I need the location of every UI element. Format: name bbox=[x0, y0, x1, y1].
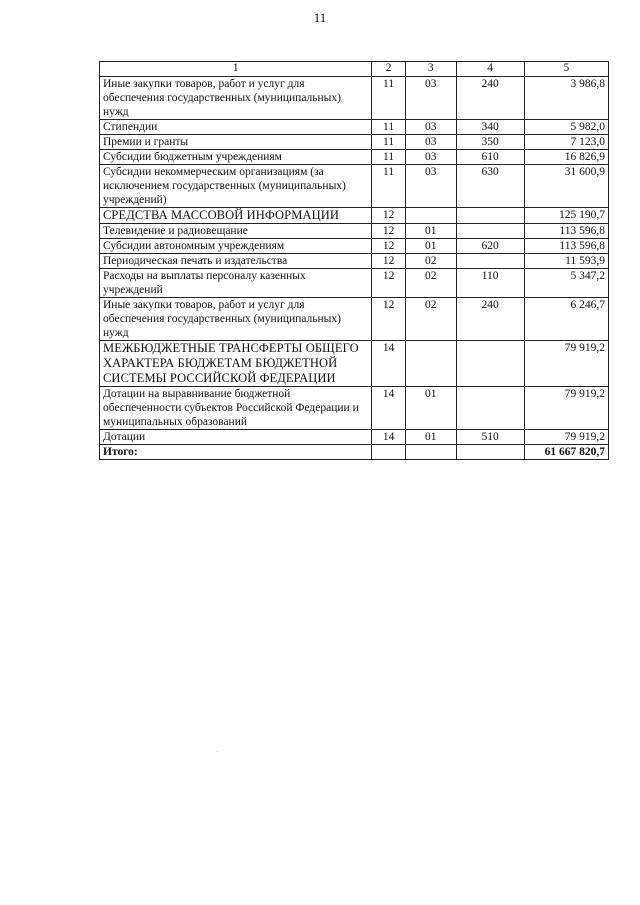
row-subsection-code: 03 bbox=[405, 77, 456, 120]
row-expense-type-code bbox=[456, 341, 524, 387]
table-row bbox=[100, 298, 609, 341]
total-subsection-cell bbox=[405, 445, 456, 460]
table-row bbox=[100, 239, 609, 254]
column-header-amount: 5 bbox=[524, 62, 608, 77]
row-section-code: 12 bbox=[372, 224, 406, 239]
row-name: СРЕДСТВА МАССОВОЙ ИНФОРМАЦИИ bbox=[100, 208, 372, 224]
row-expense-type-code: 620 bbox=[456, 239, 524, 254]
row-expense-type-code bbox=[456, 254, 524, 269]
row-section-code: 12 bbox=[372, 208, 406, 224]
row-name: Телевидение и радиовещание bbox=[100, 224, 372, 239]
row-section-code: 11 bbox=[372, 150, 406, 165]
column-header-subsection: 3 bbox=[405, 62, 456, 77]
row-amount: 5 347,2 bbox=[524, 269, 608, 298]
total-row bbox=[100, 445, 609, 460]
row-expense-type-code: 110 bbox=[456, 269, 524, 298]
table-body bbox=[100, 77, 609, 445]
row-name: Иные закупки товаров, работ и услуг для обеспечения государственных (муниципальных) нужд bbox=[100, 77, 372, 120]
total-label: Итого: bbox=[100, 445, 372, 460]
row-name: Периодическая печать и издательства bbox=[100, 254, 372, 269]
row-amount: 5 982,0 bbox=[524, 120, 608, 135]
table-row bbox=[100, 254, 609, 269]
row-section-code: 12 bbox=[372, 254, 406, 269]
row-expense-type-code: 610 bbox=[456, 150, 524, 165]
row-subsection-code: 03 bbox=[405, 150, 456, 165]
row-section-code: 14 bbox=[372, 341, 406, 387]
row-name: Дотации на выравнивание бюджетной обеспеченности субъектов Российской Федерации и муниципальных образований bbox=[100, 387, 372, 430]
row-expense-type-code bbox=[456, 208, 524, 224]
row-name: Дотации bbox=[100, 430, 372, 445]
row-section-code: 14 bbox=[372, 387, 406, 430]
budget-expenditure-table bbox=[99, 61, 609, 460]
row-name: Иные закупки товаров, работ и услуг для обеспечения государственных (муниципальных) нужд bbox=[100, 298, 372, 341]
table-row bbox=[100, 150, 609, 165]
row-subsection-code: 02 bbox=[405, 269, 456, 298]
row-section-code: 12 bbox=[372, 298, 406, 341]
row-amount: 16 826,9 bbox=[524, 150, 608, 165]
row-amount: 113 596,8 bbox=[524, 239, 608, 254]
row-name: Расходы на выплаты персоналу казенных учреждений bbox=[100, 269, 372, 298]
row-amount: 7 123,0 bbox=[524, 135, 608, 150]
row-name: Субсидии некоммерческим организациям (за исключением государственных (муниципальных) учреждений) bbox=[100, 165, 372, 208]
table-row bbox=[100, 165, 609, 208]
row-expense-type-code bbox=[456, 224, 524, 239]
table-row bbox=[100, 120, 609, 135]
column-header-name: 1 bbox=[100, 62, 372, 77]
total-amount: 61 667 820,7 bbox=[524, 445, 608, 460]
row-amount: 125 190,7 bbox=[524, 208, 608, 224]
row-section-code: 12 bbox=[372, 239, 406, 254]
table-row bbox=[100, 341, 609, 387]
row-subsection-code bbox=[405, 341, 456, 387]
table-row bbox=[100, 135, 609, 150]
row-expense-type-code: 350 bbox=[456, 135, 524, 150]
table-row bbox=[100, 430, 609, 445]
row-amount: 3 986,8 bbox=[524, 77, 608, 120]
row-subsection-code: 01 bbox=[405, 387, 456, 430]
row-subsection-code: 02 bbox=[405, 298, 456, 341]
row-name: Стипендии bbox=[100, 120, 372, 135]
table-row bbox=[100, 77, 609, 120]
row-amount: 6 246,7 bbox=[524, 298, 608, 341]
row-amount: 79 919,2 bbox=[524, 430, 608, 445]
row-subsection-code: 03 bbox=[405, 135, 456, 150]
row-subsection-code: 03 bbox=[405, 165, 456, 208]
row-subsection-code: 01 bbox=[405, 430, 456, 445]
row-name: МЕЖБЮДЖЕТНЫЕ ТРАНСФЕРТЫ ОБЩЕГО ХАРАКТЕРА БЮДЖЕТАМ БЮДЖЕТНОЙ СИСТЕМЫ РОССИЙСКОЙ ФЕДЕРАЦИИ bbox=[100, 341, 372, 387]
row-subsection-code bbox=[405, 208, 456, 224]
row-expense-type-code: 510 bbox=[456, 430, 524, 445]
row-subsection-code: 03 bbox=[405, 120, 456, 135]
row-name: Премии и гранты bbox=[100, 135, 372, 150]
row-section-code: 11 bbox=[372, 165, 406, 208]
row-section-code: 11 bbox=[372, 135, 406, 150]
row-section-code: 14 bbox=[372, 430, 406, 445]
table-row bbox=[100, 387, 609, 430]
row-expense-type-code: 240 bbox=[456, 77, 524, 120]
table-row bbox=[100, 269, 609, 298]
scan-speck bbox=[217, 751, 218, 752]
row-section-code: 11 bbox=[372, 77, 406, 120]
column-header-section: 2 bbox=[372, 62, 406, 77]
row-amount: 79 919,2 bbox=[524, 387, 608, 430]
table-header-row bbox=[100, 62, 609, 77]
total-section-cell bbox=[372, 445, 406, 460]
row-expense-type-code: 240 bbox=[456, 298, 524, 341]
row-expense-type-code: 630 bbox=[456, 165, 524, 208]
table-row bbox=[100, 224, 609, 239]
row-expense-type-code bbox=[456, 387, 524, 430]
row-name: Субсидии автономным учреждениям bbox=[100, 239, 372, 254]
total-expense-type-cell bbox=[456, 445, 524, 460]
row-name: Субсидии бюджетным учреждениям bbox=[100, 150, 372, 165]
page-number: 11 bbox=[313, 10, 327, 25]
row-section-code: 11 bbox=[372, 120, 406, 135]
row-subsection-code: 01 bbox=[405, 239, 456, 254]
table-row bbox=[100, 208, 609, 224]
row-amount: 113 596,8 bbox=[524, 224, 608, 239]
row-amount: 11 593,9 bbox=[524, 254, 608, 269]
row-section-code: 12 bbox=[372, 269, 406, 298]
row-amount: 79 919,2 bbox=[524, 341, 608, 387]
row-subsection-code: 02 bbox=[405, 254, 456, 269]
row-amount: 31 600,9 bbox=[524, 165, 608, 208]
row-subsection-code: 01 bbox=[405, 224, 456, 239]
row-expense-type-code: 340 bbox=[456, 120, 524, 135]
column-header-expense-type: 4 bbox=[456, 62, 524, 77]
